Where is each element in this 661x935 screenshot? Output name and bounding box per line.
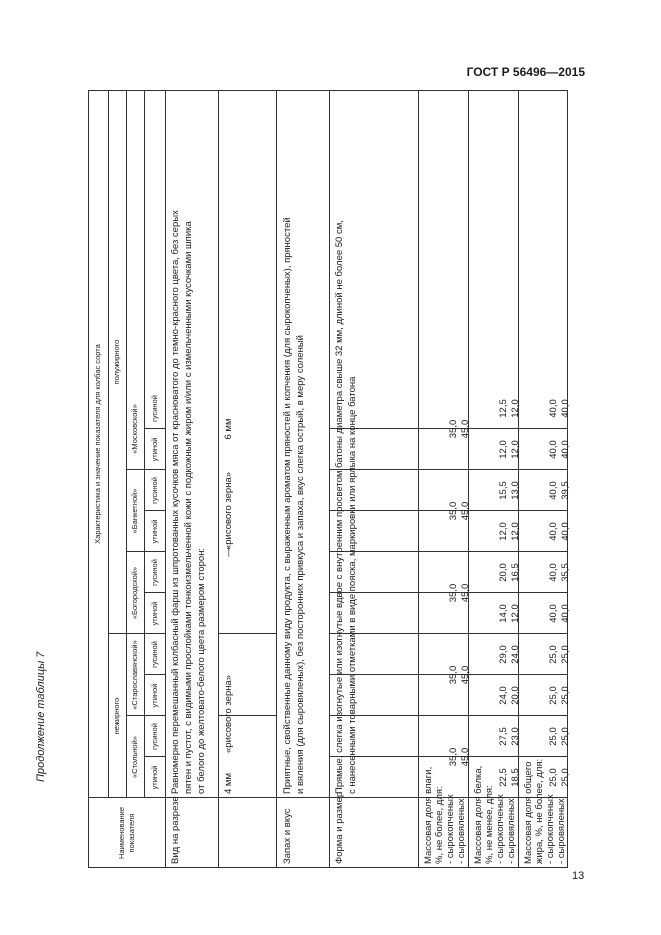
fat-value: 25,0: [560, 686, 571, 705]
moisture-merged-value: 45,0: [460, 665, 471, 685]
protein-value: 12,0: [510, 399, 521, 418]
table-rule-horizontal: [88, 90, 89, 868]
smell-line2: и вяления (для сыровяленых), без посторонних привкуса и запаха, вкус слегка острый, в меру соленый: [295, 335, 306, 794]
subspecies-label: утиной: [150, 519, 159, 544]
moisture-merged-value: 35,0: [448, 747, 459, 767]
col-characteristic-header: Характеристика и значение показателя для колбас сорта: [93, 344, 102, 544]
table-caption: [35, 651, 47, 794]
subspecies-label: гусиной: [150, 395, 159, 422]
fat-value: 40,0: [560, 440, 571, 459]
fat-value: 25,0: [548, 686, 559, 705]
subspecies-label: утиной: [150, 683, 159, 708]
row-label-cut: Вид на разрезе: [170, 796, 181, 864]
moisture-merged-value: 45,0: [460, 747, 471, 767]
row-label-moisture: %, не более, для:: [434, 786, 445, 864]
col-name-label-2: показателя: [127, 813, 136, 853]
table-rule-vertical: [88, 90, 568, 91]
cut-size-1: 4 мм: [223, 773, 234, 794]
row-label-protein: - сыровяленых: [506, 798, 517, 864]
row-label-fat: - сырокопченых: [545, 794, 556, 864]
protein-value: 23,0: [510, 727, 521, 746]
moisture-merged-value: 45,0: [460, 583, 471, 603]
form-line2: с нанесенными товарными отметками в виде пояска, маркировки или ярлыка на конце батона: [347, 376, 358, 794]
row-label-fat: Массовая доля общего: [523, 761, 534, 864]
row-label-fat: - сыровяленых: [556, 798, 567, 864]
caption-text: Продолжение таблицы 7: [35, 651, 47, 782]
row-label-protein: %, не менее, для:: [484, 785, 495, 864]
protein-value: 24,0: [510, 645, 521, 664]
protein-value: 15,5: [498, 481, 509, 500]
fat-value: 25,0: [548, 645, 559, 664]
grade-lowfat: нежирного: [112, 697, 121, 735]
standard-code: ГОСТ Р 56496—2015: [466, 65, 585, 79]
col-name-label: Наименование: [117, 807, 126, 859]
table-rule-horizontal: [418, 90, 419, 868]
product-name: «Старославянской»: [130, 640, 139, 710]
row-label-protein: Массовая доля белка,: [473, 765, 484, 864]
table-rule-horizontal: [165, 90, 166, 868]
cut-size-4: «рисового зерна»: [223, 471, 234, 551]
protein-value: 14,0: [498, 604, 509, 623]
product-name: «Богородской»: [130, 566, 139, 620]
form-line1: Прямые, слегка изогнутые или изогнутые вдвое с внутренним просветом батоны диаметра свыше 32 мм, длиной не более 50 см,: [334, 220, 345, 794]
fat-value: 25,0: [548, 768, 559, 787]
protein-value: 20,0: [510, 686, 521, 705]
fat-value: 25,0: [548, 727, 559, 746]
subspecies-label: утиной: [150, 601, 159, 626]
moisture-merged-value: 35,0: [448, 665, 459, 685]
fat-value: 25,0: [560, 645, 571, 664]
table-rule-vertical: [88, 867, 568, 868]
moisture-merged-value: 35,0: [448, 419, 459, 439]
cut-size-3: —: [223, 547, 234, 557]
product-name: «Стольной»: [130, 736, 139, 778]
fat-value: 40,0: [560, 522, 571, 541]
row-label-moisture: - сыровяленых: [456, 798, 467, 864]
fat-value: 40,0: [548, 563, 559, 582]
protein-value: 24,0: [498, 686, 509, 705]
fat-value: 40,0: [548, 399, 559, 418]
cut-line1: Равномерно перемешанный колбасный фарш из шпротованных кусочков мяса от красноватого до темно-красного цвета, без серых: [170, 210, 181, 794]
protein-value: 13,0: [510, 481, 521, 500]
fat-value: 39,5: [560, 481, 571, 500]
row-label-moisture: - сырокопченых: [445, 794, 456, 864]
protein-value: 12,0: [510, 440, 521, 459]
smell-line1: Приятные, свойственные данному виду продукта, с выраженным ароматом пряностей и копчения (для сырокопченых), пряностей: [282, 217, 293, 794]
product-name: «Московской»: [130, 404, 139, 454]
subspecies-label: гусиной: [150, 641, 159, 668]
fat-value: 40,0: [548, 522, 559, 541]
cut-line2: пятен и пустот, с видимыми прослойками тонкоизмельченной кожи с подкожным жиром и/или с измельченными кусочками шпика: [183, 221, 194, 794]
product-name: «Банкетной»: [130, 488, 139, 534]
grade-semifat: полужирного: [112, 339, 121, 385]
protein-value: 12,0: [510, 522, 521, 541]
table-rule-horizontal: [108, 90, 109, 798]
fat-value: 25,0: [560, 727, 571, 746]
protein-value: 22,5: [498, 768, 509, 787]
fat-value: 35,5: [560, 563, 571, 582]
cut-size-2: «рисового зерна»: [223, 674, 234, 753]
subspecies-label: гусиной: [150, 559, 159, 586]
table-rule-horizontal: [126, 90, 127, 798]
table-rule-horizontal: [329, 90, 330, 868]
moisture-merged-value: 35,0: [448, 583, 459, 603]
table-rule-horizontal: [144, 90, 145, 798]
fat-value: 40,0: [560, 399, 571, 418]
table: [88, 90, 571, 868]
protein-value: 27,5: [498, 727, 509, 746]
moisture-merged-value: 45,0: [460, 501, 471, 521]
table-rule-horizontal: [218, 90, 219, 868]
subspecies-label: утиной: [150, 437, 159, 462]
protein-value: 12,0: [498, 440, 509, 459]
protein-value: 12,5: [498, 399, 509, 418]
row-label-fat: жира, %, не более, для:: [534, 758, 545, 864]
cut-size-5: 6 мм: [223, 418, 234, 440]
protein-value: 16,5: [510, 563, 521, 582]
fat-value: 40,0: [548, 440, 559, 459]
subspecies-label: утиной: [150, 765, 159, 790]
row-label-form: Форма и размер: [334, 791, 345, 864]
row-label-smell: Запах и вкус: [282, 808, 293, 864]
subspecies-label: гусиной: [150, 723, 159, 750]
row-label-protein: - сырокопченых: [495, 794, 506, 864]
moisture-merged-value: 35,0: [448, 501, 459, 521]
protein-value: 12,0: [498, 522, 509, 541]
fat-value: 25,0: [560, 768, 571, 787]
subspecies-label: гусиной: [150, 477, 159, 504]
moisture-merged-value: 45,0: [460, 419, 471, 439]
fat-value: 40,0: [548, 604, 559, 623]
protein-value: 12,0: [510, 604, 521, 623]
protein-value: 29,0: [498, 645, 509, 664]
protein-value: 18,5: [510, 768, 521, 787]
fat-value: 40,0: [548, 481, 559, 500]
page-number: 13: [572, 870, 585, 882]
rotated-table-wrapper: [88, 90, 571, 868]
protein-value: 20,0: [498, 563, 509, 582]
table-rule-horizontal: [276, 90, 277, 868]
fat-value: 40,0: [560, 604, 571, 623]
row-label-moisture: Массовая доля влаги,: [423, 766, 434, 864]
cut-line3: от белого до желтовато-белого цвета размером сторон:: [196, 547, 207, 794]
